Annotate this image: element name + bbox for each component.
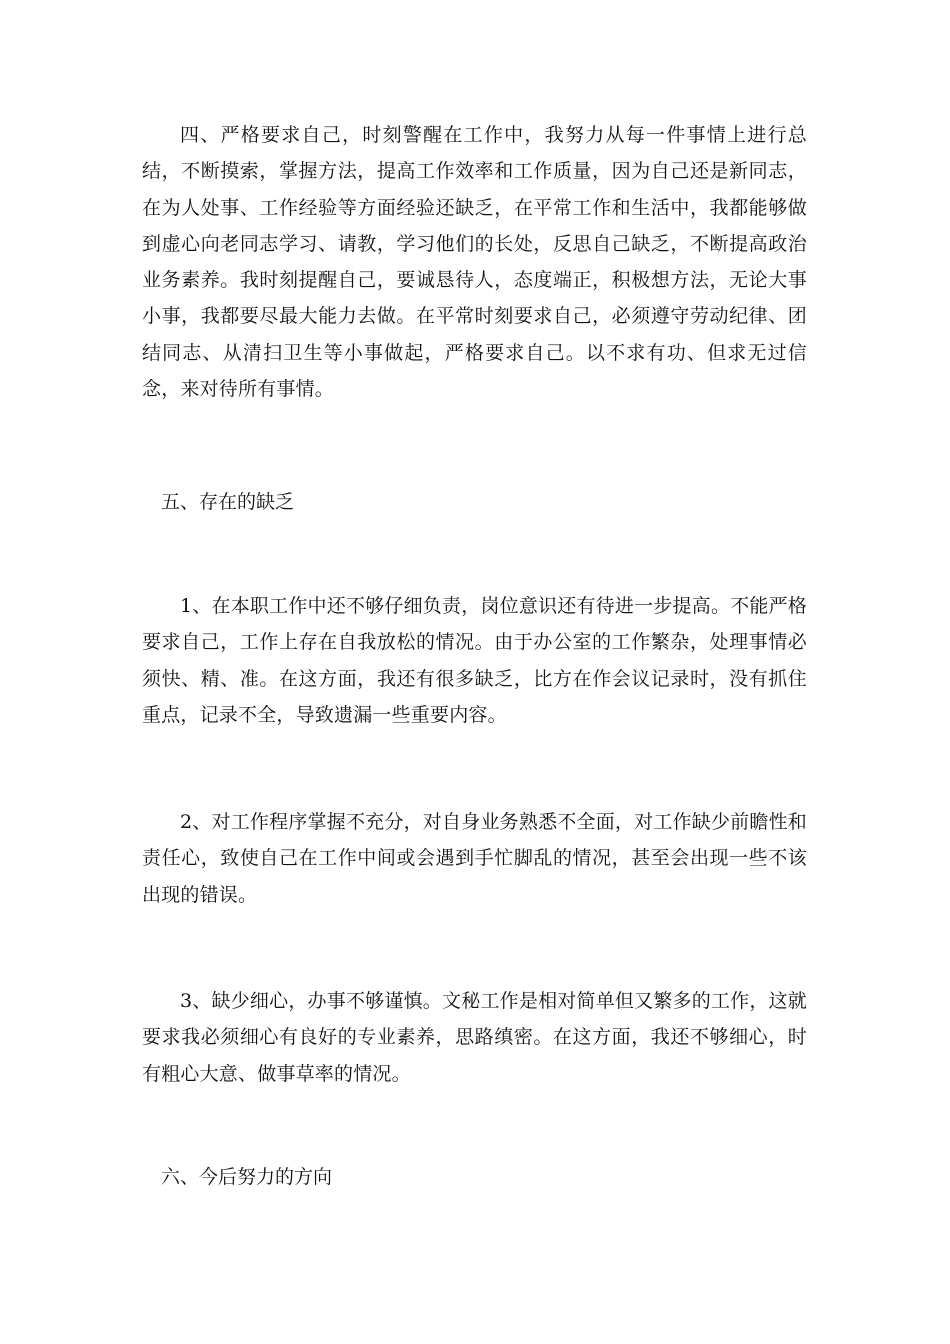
- paragraph-shortcoming-2: 2、对工作程序掌握不充分，对自身业务熟悉不全面，对工作缺少前瞻性和责任心，致使自己在工作中间或会遇到手忙脚乱的情况，甚至会出现一些不该出现的错误。: [142, 811, 807, 906]
- section-heading-future-direction: 六、今后努力的方向: [161, 1166, 333, 1188]
- paragraph-shortcoming-3: 3、缺少细心，办事不够谨慎。文秘工作是相对简单但又繁多的工作，这就要求我必须细心有良好的专业素养，思路缜密。在这方面，我还不够细心，时有粗心大意、做事草率的情况。: [142, 990, 807, 1085]
- paragraph-shortcoming-1: 1、在本职工作中还不够仔细负责，岗位意识还有待进一步提高。不能严格要求自己，工作上存在自我放松的情况。由于办公室的工作繁杂，处理事情必须快、精、准。在这方面，我还有很多缺乏，比方在作会议记录时，没有抓住重点，记录不全，导致遗漏一些重要内容。: [142, 595, 807, 726]
- section-heading-shortcomings: 五、存在的缺乏: [161, 491, 295, 513]
- paragraph-self-discipline: 四、严格要求自己，时刻警醒在工作中，我努力从每一件事情上进行总结，不断摸索，掌握方法，提高工作效率和工作质量，因为自己还是新同志，在为人处事、工作经验等方面经验还缺乏，在平常工作和生活中，我都能够做到虚心向老同志学习、请教，学习他们的长处，反思自己缺乏，不断提高政治业务素养。我时刻提醒自己，要诚恳待人，态度端正，积极想方法，无论大事小事，我都要尽最大能力去做。在平常时刻要求自己，必须遵守劳动纪律、团结同志、从清扫卫生等小事做起，严格要求自己。以不求有功、但求无过信念，来对待所有事情。: [142, 124, 807, 401]
